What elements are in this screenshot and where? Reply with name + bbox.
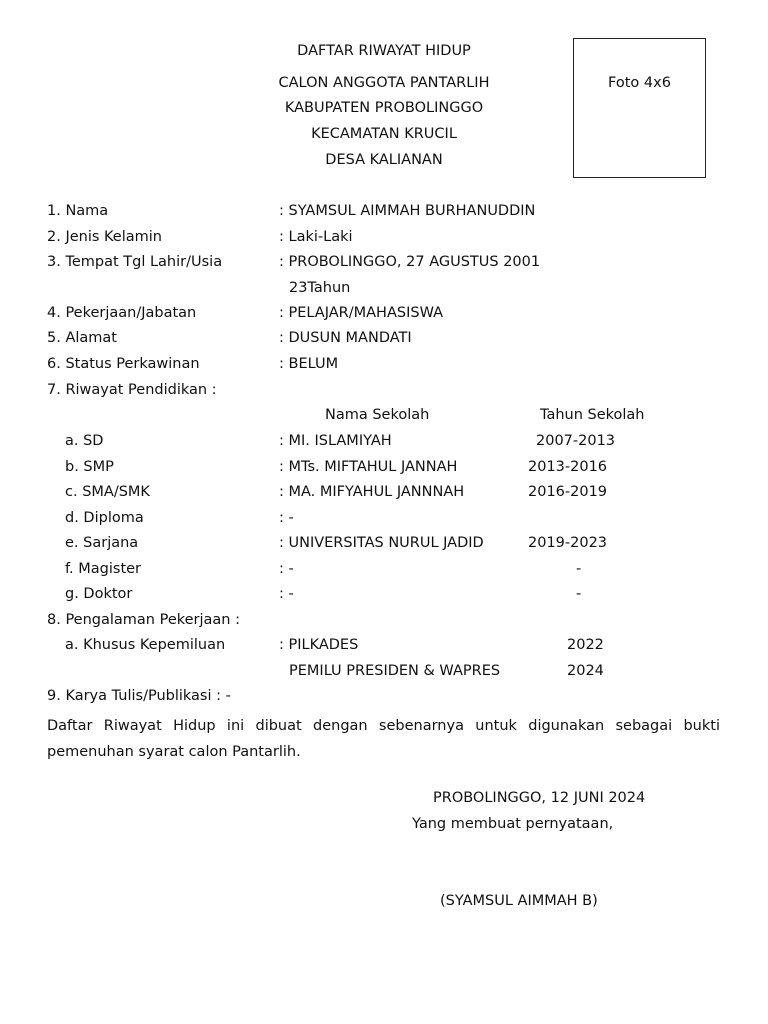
education-year: 2019-2023 [528,535,608,551]
field-value-alamat: : DUSUN MANDATI [279,330,412,346]
field-value-status: : BELUM [279,356,339,372]
education-school: : MI. ISLAMIYAH [279,433,392,449]
education-school: : - [279,510,294,526]
photo-placeholder [573,38,706,178]
education-level: d. Diploma [65,510,144,526]
field-value-ttl: : PROBOLINGGO, 27 AGUSTUS 2001 [279,254,541,270]
field-label-nama: 1. Nama [47,203,109,219]
experience-item: PEMILU PRESIDEN & WAPRES [289,663,501,679]
education-year: 2007-2013 [536,433,616,449]
field-label-pekerjaan: 4. Pekerjaan/Jabatan [47,305,197,321]
section-label-pengalaman: 8. Pengalaman Pekerjaan : [47,612,240,628]
education-year: - [576,561,582,577]
header-line-committee: CALON ANGGOTA PANTARLIH [278,75,490,91]
section-label-karya: 9. Karya Tulis/Publikasi : - [47,688,231,704]
education-school: : - [279,586,294,602]
education-school: : - [279,561,294,577]
education-school: : UNIVERSITAS NURUL JADID [279,535,484,551]
education-year: - [576,586,582,602]
education-school: : MA. MIFYAHUL JANNNAH [279,484,465,500]
field-value-nama: : SYAMSUL AIMMAH BURHANUDDIN [279,203,536,219]
experience-year: 2022 [567,637,604,653]
signature-place-date: PROBOLINGGO, 12 JUNI 2024 [433,790,646,806]
education-level: a. SD [65,433,104,449]
education-level: f. Magister [65,561,142,577]
education-year: 2016-2019 [528,484,608,500]
education-level: b. SMP [65,459,114,475]
header-line-village: DESA KALIANAN [325,152,443,168]
field-value-jenis-kelamin: : Laki-Laki [279,229,353,245]
field-value-pekerjaan: : PELAJAR/MAHASISWA [279,305,444,321]
field-label-status: 6. Status Perkawinan [47,356,200,372]
signature-name: (SYAMSUL AIMMAH B) [440,893,598,909]
experience-year: 2024 [567,663,604,679]
photo-label: Foto 4x6 [608,75,671,91]
field-label-ttl: 3. Tempat Tgl Lahir/Usia [47,254,223,270]
education-school: : MTs. MIFTAHUL JANNAH [279,459,458,475]
field-value-usia: 23Tahun [289,280,351,296]
education-level: c. SMA/SMK [65,484,150,500]
experience-label: a. Khusus Kepemiluan [65,637,226,653]
document-title: DAFTAR RIWAYAT HIDUP [297,43,471,59]
statement-paragraph: Daftar Riwayat Hidup ini dibuat dengan sebenarnya untuk digunakan sebagai bukti pemenuhan syarat calon Pantarlih. [47,718,720,760]
education-col-year: Tahun Sekolah [540,407,645,423]
field-label-jenis-kelamin: 2. Jenis Kelamin [47,229,162,245]
education-year: 2013-2016 [528,459,608,475]
education-col-school: Nama Sekolah [325,407,430,423]
education-level: g. Doktor [65,586,133,602]
field-label-alamat: 5. Alamat [47,330,117,346]
experience-item: : PILKADES [279,637,359,653]
header-line-district: KECAMATAN KRUCIL [311,126,457,142]
signature-maker: Yang membuat pernyataan, [412,816,614,832]
education-level: e. Sarjana [65,535,139,551]
section-label-pendidikan: 7. Riwayat Pendidikan : [47,382,217,398]
header-line-regency: KABUPATEN PROBOLINGGO [284,100,484,116]
